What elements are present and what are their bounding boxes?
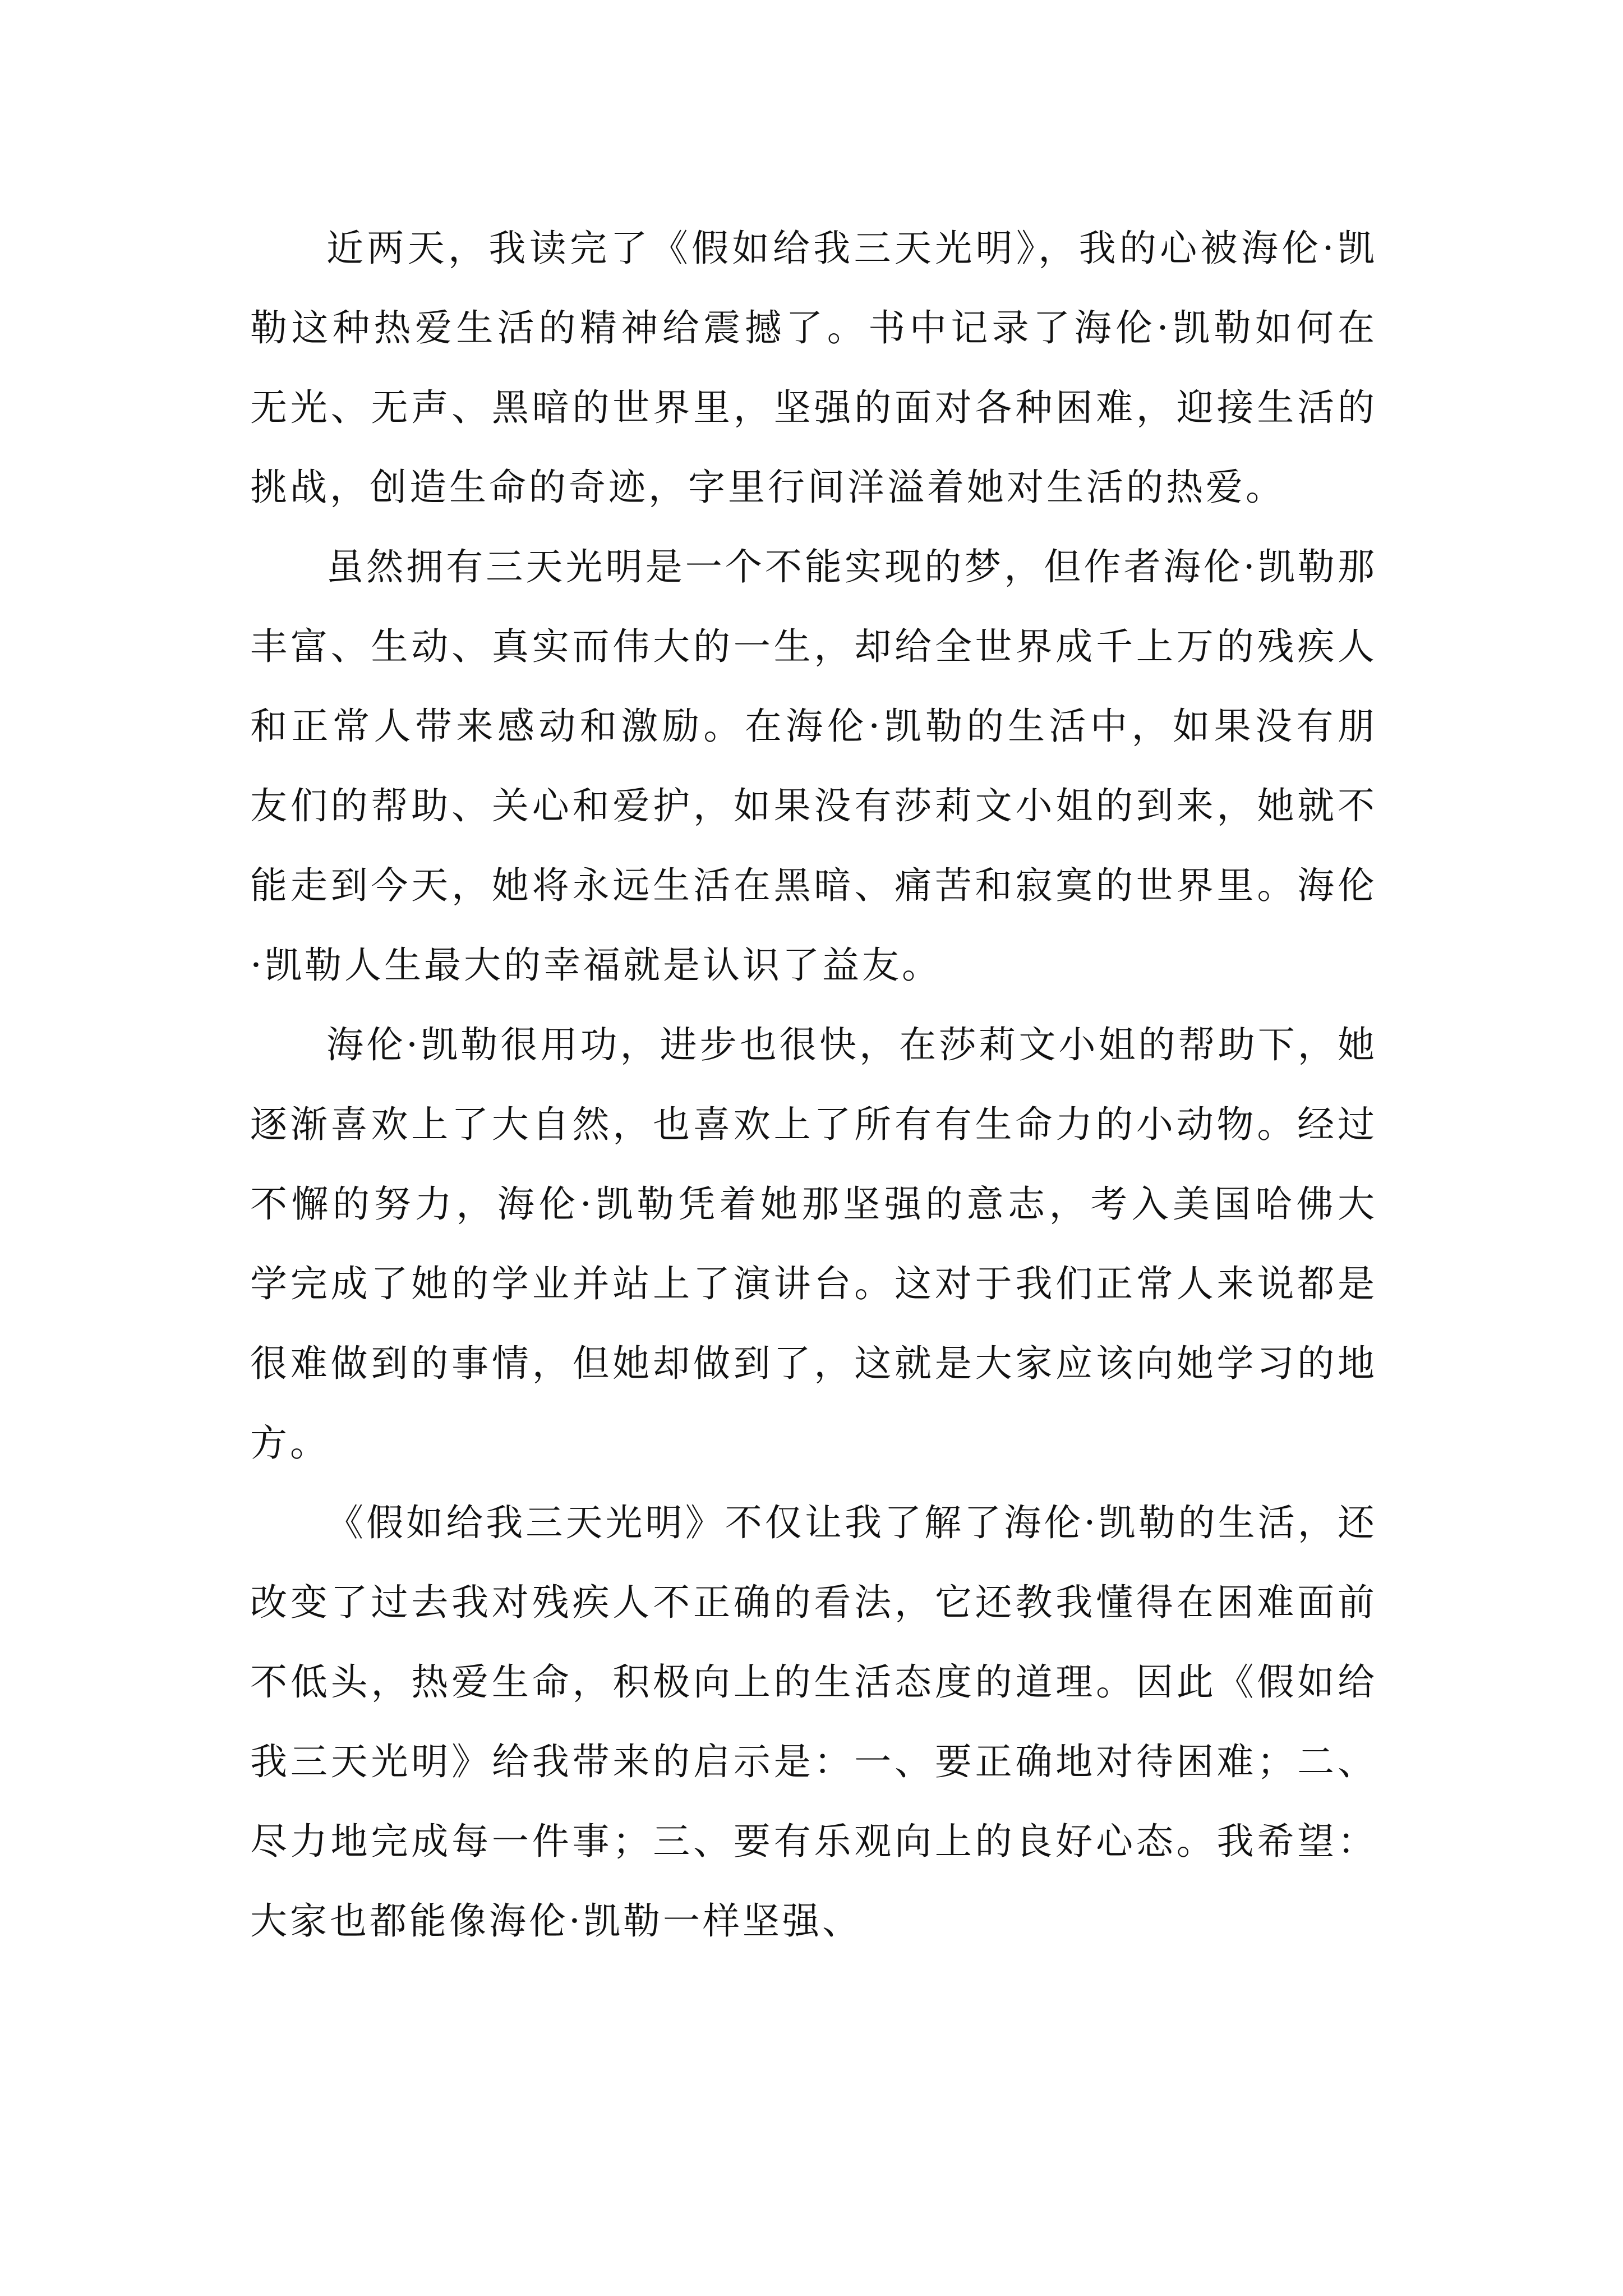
paragraph-3: 海伦·凯勒很用功，进步也很快，在莎莉文小姐的帮助下，她逐渐喜欢上了大自然，也喜欢上了所有有生命力的小动物。经过不懈的努力，海伦·凯勒凭着她那坚强的意志，考入美国哈佛大学完成了她的学业并站上了演讲台。这对于我们正常人来说都是很难做到的事情，但她却做到了，这就是大家应该向她学习的地方。 [250,1023,1377,1465]
paragraph-1: 近两天，我读完了《假如给我三天光明》，我的心被海伦·凯勒这种热爱生活的精神给震撼了。书中记录了海伦·凯勒如何在无光、无声、黑暗的世界里，坚强的面对各种困难，迎接生活的挑战，创造生命的奇迹，字里行间洋溢着她对生活的热爱。 [250,227,1377,509]
paragraph-4: 《假如给我三天光明》不仅让我了解了海伦·凯勒的生活，还改变了过去我对残疾人不正确的看法，它还教我懂得在困难面前不低头，热爱生命，积极向上的生活态度的道理。因此《假如给我三天光明》给我带来的启示是：一、要正确地对待困难；二、尽力地完成每一件事；三、要有乐观向上的良好心态。我希望：大家也都能像海伦·凯勒一样坚强、 [250,1501,1377,1943]
essay-body [250,209,1377,1961]
paragraph-2: 虽然拥有三天光明是一个不能实现的梦，但作者海伦·凯勒那丰富、生动、真实而伟大的一生，却给全世界成千上万的残疾人和正常人带来感动和激励。在海伦·凯勒的生活中，如果没有朋友们的帮助、关心和爱护，如果没有莎莉文小姐的到来，她就不能走到今天，她将永远生活在黑暗、痛苦和寂寞的世界里。海伦·凯勒人生最大的幸福就是认识了益友。 [250,545,1377,987]
